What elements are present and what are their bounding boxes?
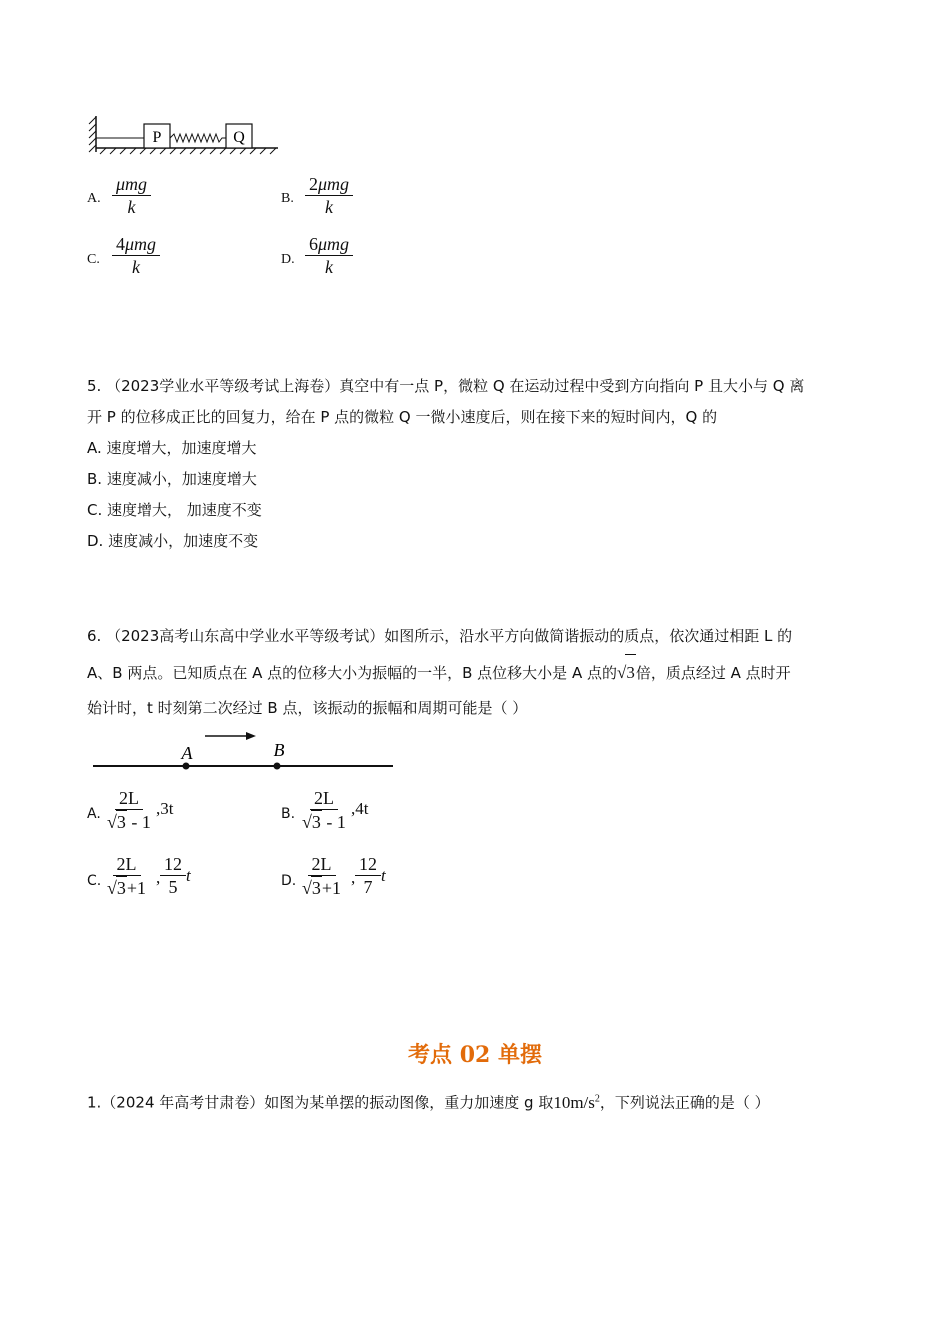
q5-line-1: 5. （2023学业水平等级考试上海卷）真空中有一点 P，微粒 Q 在运动过程中受到方向指向 P 且大小与 Q 离 — [87, 377, 805, 395]
q4-option-d-fraction: 6μmg k — [305, 233, 353, 278]
q6-option-d-period-var: t — [381, 866, 386, 885]
q6-option-b-letter: B. — [281, 806, 296, 822]
q6-option-c-letter: C. — [87, 873, 102, 889]
q4-option-c-fraction: 4μmg k — [112, 233, 160, 278]
q6-option-d-letter: D. — [281, 873, 297, 889]
q4-option-d-letter: D. — [281, 252, 295, 267]
q6-option-c-period: $\frac{12}{5}$ — [160, 853, 186, 898]
q5-line-2: 开 P 的位移成正比的回复力，给在 P 点的微粒 Q 一微小速度后，则在接下来的短时间内，Q 的 — [87, 408, 718, 426]
q5-option-d: D. 速度减小，加速度不变 — [87, 532, 259, 550]
block-p-label: P — [152, 129, 162, 146]
pq1-g-value: $10m/s^2$ — [553, 1092, 600, 1112]
spring-block-figure — [86, 112, 286, 158]
q4-option-c-letter: C. — [87, 252, 100, 267]
question-5 — [87, 371, 877, 557]
q6-option-b-amplitude: $\frac{2L}{√3 - 1}$ — [302, 788, 346, 832]
ab-line-figure — [88, 730, 398, 774]
q6-option-c-amplitude: $\frac{2L}{√3+1}$ — [107, 854, 147, 898]
pendulum-question-1 — [87, 1083, 877, 1119]
block-q-label: Q — [233, 129, 245, 146]
section-title: 考点 02 单摆 — [408, 1042, 542, 1068]
q4-option-b-letter: B. — [281, 191, 294, 206]
q6-line-2: A、B 两点。已知质点在 A 点的位移大小为振幅的一半，B 点位移大小是 A 点的√3倍，质点经过 A 点时开 — [87, 654, 877, 691]
q6-option-a-letter: A. — [87, 806, 101, 822]
pq1-text-a: 1.（2024 年高考甘肃卷）如图为某单摆的振动图像，重力加速度 g 取 — [87, 1093, 554, 1112]
q6-option-b-period: ,4t — [351, 799, 369, 818]
q6-option-c-period-var: t — [186, 866, 191, 885]
point-a-label: A — [181, 743, 193, 763]
q4-option-b-fraction: 2μmg k — [305, 173, 353, 218]
q6-line-3: 始计时，t 时刻第二次经过 B 点，该振动的振幅和周期可能是（ ） — [87, 699, 528, 717]
q4-option-a-letter: A. — [87, 191, 101, 206]
q5-option-c: C. 速度增大， 加速度不变 — [87, 501, 262, 519]
q6-option-a-amplitude: $\frac{2L}{√3 - 1}$ — [107, 788, 151, 832]
point-b-label: B — [273, 740, 285, 760]
question-6 — [87, 619, 877, 726]
q6-option-d-period: $\frac{12}{7}$ — [355, 853, 381, 898]
pq1-text-b: ，下列说法正确的是（ ） — [599, 1093, 770, 1112]
q4-option-a-fraction: μmg k — [112, 173, 151, 218]
q5-option-a: A. 速度增大，加速度增大 — [87, 439, 257, 457]
q6-sqrt-value: 3 — [625, 654, 636, 690]
q5-option-b: B. 速度减小，加速度增大 — [87, 470, 257, 488]
q6-line-1: 6. （2023高考山东高中学业水平等级考试）如图所示，沿水平方向做简谐振动的质点，依次通过相距 L 的 — [87, 627, 793, 645]
q6-option-d-amplitude: $\frac{2L}{√3+1}$ — [302, 854, 342, 898]
q6-option-a-period: ,3t — [156, 799, 174, 818]
